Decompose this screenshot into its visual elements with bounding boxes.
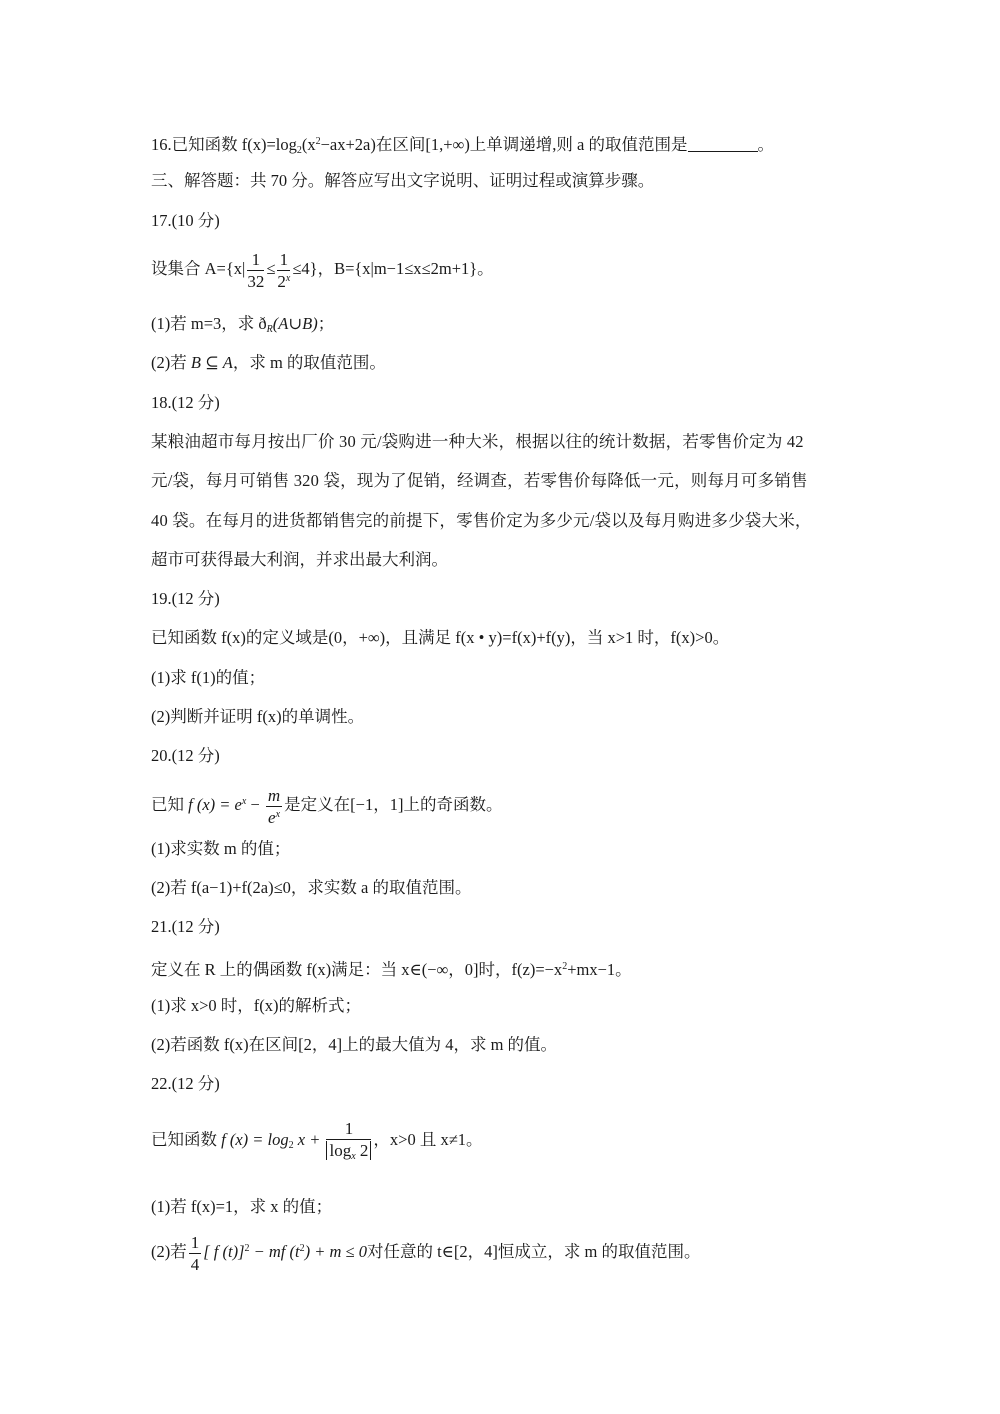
- q17-part2: [151, 352, 386, 374]
- q16-text-end: 。: [757, 135, 775, 154]
- q17-stem-suffix: ≤4}，B={x|m−1≤x≤2m+1}。: [292, 259, 494, 278]
- q22-part2-sup1: 2: [244, 1243, 250, 1254]
- q22-header: 22.(12 分): [151, 1074, 220, 1093]
- complement-symbol: ð: [258, 314, 267, 333]
- fraction-1-over-4: [189, 1234, 202, 1273]
- q22-part2-sup2: 2: [299, 1243, 305, 1254]
- absolute-value: [326, 1141, 371, 1163]
- q20-exponent: x: [241, 796, 247, 807]
- q22-stem: [151, 1111, 483, 1169]
- den-base: e: [268, 807, 276, 827]
- q17-part1-expr: (A∪B): [272, 314, 318, 333]
- q18-line-4: 超市可获得最大利润，并求出最大利润。: [151, 550, 448, 569]
- section-title: 三、解答题：共 70 分。解答应写出文字说明、证明过程或演算步骤。: [151, 171, 655, 190]
- fraction-1-over-2x: [277, 251, 290, 290]
- question-16: [151, 131, 774, 162]
- frac-numerator: 1: [190, 1232, 200, 1252]
- fraction-1-over-abs-log: [326, 1120, 371, 1162]
- q17-header: 17.(10 分): [151, 211, 220, 230]
- log-arg: 2: [355, 1141, 369, 1161]
- q22-part1: (1)若 f(x)=1，求 x 的值；: [151, 1197, 333, 1216]
- q17-part2-prefix: (2)若: [151, 353, 191, 372]
- frac-numerator: 1: [277, 251, 290, 271]
- q22-function-var: x +: [293, 1130, 325, 1149]
- q20-stem-prefix: 已知: [151, 795, 189, 814]
- frac-denominator: [326, 1140, 371, 1162]
- q18-line-3: 40 袋。在每月的进货都销售完的前提下，零售价定为多少元/袋以及每月购进多少袋大米，: [151, 511, 812, 530]
- q20-stem: [151, 778, 502, 826]
- q22-part2-expr3: ) + m ≤ 0: [304, 1242, 367, 1261]
- den-base: 2: [277, 271, 286, 291]
- q22-part2-prefix: (2)若: [151, 1242, 187, 1261]
- den-exponent: x: [285, 272, 291, 284]
- q22-part2-suffix: 对任意的 t∈[2，4]恒成立，求 m 的取值范围。: [366, 1242, 701, 1261]
- q17-part2-suffix: ，求 m 的取值范围。: [232, 353, 386, 372]
- q21-stem-prefix: 定义在 R 上的偶函数 f(x)满足：当 x∈(−∞，0]时，f(z)=−x: [151, 960, 563, 979]
- q21-stem: [151, 956, 632, 981]
- q21-exponent: 2: [562, 961, 568, 972]
- frac-denominator: [277, 271, 290, 290]
- q22-part2-expr1: [ f (t)]: [203, 1242, 245, 1261]
- q17-part1-prefix: (1)若 m=3，求: [151, 314, 259, 333]
- q17-part1-end: ；: [317, 314, 335, 333]
- q20-stem-suffix: 是定义在[−1，1]上的奇函数。: [284, 795, 503, 814]
- q18-header: 18.(12 分): [151, 393, 220, 412]
- q22-log-base: 2: [288, 1140, 294, 1151]
- le-symbol: ≤: [266, 259, 276, 278]
- q22-part2: [151, 1225, 700, 1273]
- q19-part2: (2)判断并证明 f(x)的单调性。: [151, 707, 365, 726]
- den-exponent: x: [275, 808, 281, 820]
- frac-numerator: 1: [247, 251, 264, 271]
- frac-numerator: 1: [326, 1120, 371, 1140]
- q16-exponent: 2: [315, 136, 321, 147]
- q22-stem-suffix: ，x>0 且 x≠1。: [373, 1130, 483, 1149]
- complement-subscript: R: [266, 324, 273, 335]
- frac-denominator: 4: [190, 1254, 200, 1274]
- q19-stem: 已知函数 f(x)的定义域是(0，+∞)，且满足 f(x • y)=f(x)+f(y)，当 x>1 时，f(x)>0。: [151, 628, 730, 647]
- q22-stem-prefix: 已知函数: [151, 1130, 222, 1149]
- q16-text-prefix: 16.已知函数 f(x)=log: [151, 135, 297, 154]
- q20-function: f (x) = e: [188, 795, 242, 814]
- q19-part1: (1)求 f(1)的值；: [151, 668, 266, 687]
- q20-part2: (2)若 f(a−1)+f(2a)≤0，求实数 a 的取值范围。: [151, 878, 472, 897]
- q21-part1: (1)求 x>0 时，f(x)的解析式；: [151, 996, 362, 1015]
- q17-stem: [151, 245, 494, 293]
- q17-stem-prefix: 设集合 A={x|: [151, 259, 246, 278]
- q18-line-1: 某粮油超市每月按出厂价 30 元/袋购进一种大米，根据以往的统计数据，若零售价定为 42: [151, 432, 804, 451]
- q19-header: 19.(12 分): [151, 589, 220, 608]
- frac-denominator: [266, 807, 282, 826]
- log-text: log: [329, 1141, 352, 1161]
- q22-function: f (x) = log: [221, 1130, 289, 1149]
- q17-part2-expr: B ⊆ A: [190, 353, 233, 372]
- q21-stem-suffix: +mx−1。: [567, 960, 632, 979]
- frac-numerator: m: [267, 785, 281, 805]
- q16-log-base: 2: [296, 145, 302, 156]
- q22-part2-expr2: − mf (t: [249, 1242, 300, 1261]
- q21-part2: (2)若函数 f(x)在区间[2，4]上的最大值为 4，求 m 的值。: [151, 1035, 558, 1054]
- fraction-m-over-ex: [266, 787, 282, 826]
- q18-line-2: 元/袋，每月可销售 320 袋，现为了促销，经调查，若零售价每降低一元，则每月可多销售: [151, 471, 808, 490]
- q17-part1: [151, 313, 334, 341]
- q21-header: 21.(12 分): [151, 917, 220, 936]
- log-base: x: [351, 1151, 356, 1163]
- q16-text-mid1: (x: [301, 135, 316, 154]
- frac-denominator: 32: [247, 271, 265, 291]
- q16-text-mid2: −ax+2a)在区间[1,+∞)上单调递增,则 a 的取值范围是: [320, 135, 688, 154]
- fraction-1-over-32: [247, 251, 264, 290]
- q20-header: 20.(12 分): [151, 746, 220, 765]
- minus-sign: −: [246, 795, 264, 814]
- q20-part1: (1)求实数 m 的值；: [151, 839, 291, 858]
- answer-blank: [688, 137, 758, 152]
